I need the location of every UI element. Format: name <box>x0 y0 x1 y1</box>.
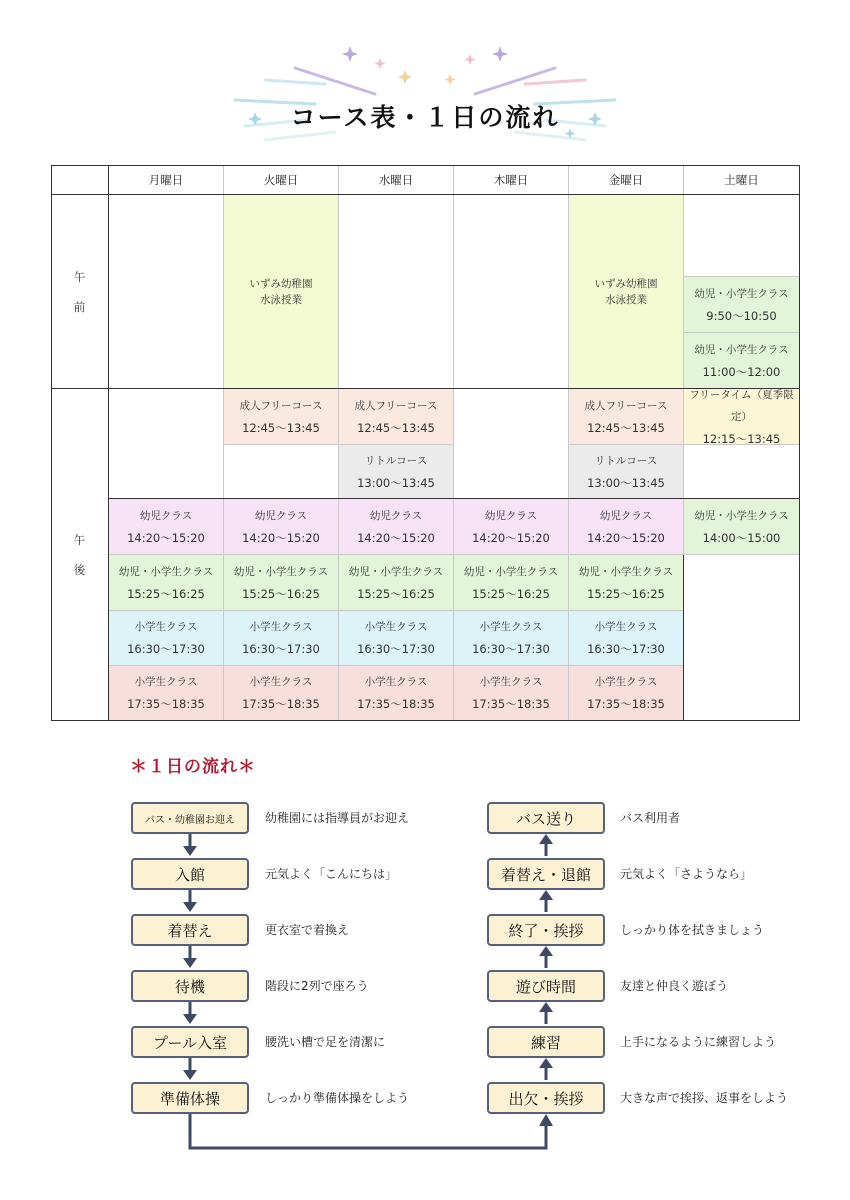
am-sat-class-2-name: 幼児・小学生クラス <box>694 343 789 356</box>
flow-step-enter: 入館 <box>131 858 249 890</box>
flow-step-bus-dropoff: バス送り <box>487 802 605 834</box>
pm-fri-adult-free <box>569 389 684 445</box>
class-name: 幼児クラス <box>139 509 193 522</box>
header-day-wed: 水曜日 <box>339 165 454 195</box>
pm-tue-adult-free-name: 成人フリーコース <box>239 399 323 412</box>
pm-mon-infant <box>109 499 224 555</box>
class-time: 17:35～18:35 <box>357 697 435 711</box>
pm-tue-adult-free <box>224 389 339 445</box>
flow-note-change: 更衣室で着換え <box>265 923 350 937</box>
class-name: 小学生クラス <box>249 621 313 633</box>
pm-fri-little-course <box>569 445 684 499</box>
class-name: 小学生クラス <box>479 621 543 633</box>
header-day-fri: 金曜日 <box>569 165 684 195</box>
class-time: 17:35～18:35 <box>242 697 320 711</box>
pm-sat-free-time: 12:15～13:45 <box>702 431 781 446</box>
am-sat-class-1-time: 9:50～10:50 <box>706 308 777 323</box>
class-name: 幼児クラス <box>369 509 423 522</box>
class-name: 幼児・小学生クラス <box>694 509 789 522</box>
flow-note-change-exit: 元気よく「さようなら」 <box>620 867 753 881</box>
pm-sat-empty <box>684 445 800 499</box>
class-time: 14:20～15:20 <box>587 530 665 545</box>
pm-fri-elementary-2 <box>569 666 684 721</box>
pm-fri-adult-free-name: 成人フリーコース <box>584 399 668 412</box>
pm-thu-elementary-1 <box>454 611 569 666</box>
class-time: 14:00～15:00 <box>702 530 781 545</box>
flow-note-finish-greeting: しっかり体を拭きましょう <box>620 923 765 937</box>
pm-sat-lower-empty <box>684 555 800 721</box>
header-corner <box>51 165 109 195</box>
class-time: 15:25～16:25 <box>127 586 205 601</box>
period-pm-char2: 後 <box>73 562 86 577</box>
class-time: 15:25～16:25 <box>472 586 550 601</box>
class-name: 幼児クラス <box>484 509 538 522</box>
am-sat-class-1 <box>684 277 800 333</box>
pm-wed-elementary-1 <box>339 611 454 666</box>
flow-note-bus-dropoff: バス利用者 <box>620 811 681 825</box>
am-sat-empty <box>684 195 800 277</box>
pm-thu-empty <box>454 389 569 499</box>
pm-wed-mixed <box>339 555 454 611</box>
class-time: 14:20～15:20 <box>357 530 435 545</box>
pm-fri-little-time: 13:00～13:45 <box>587 475 665 490</box>
period-label-pm <box>51 389 109 721</box>
flow-note-attendance: 大きな声で挨拶、返事をしよう <box>620 1091 789 1105</box>
class-time: 14:20～15:20 <box>127 530 205 545</box>
class-name: 小学生クラス <box>364 676 428 688</box>
pm-wed-little-time: 13:00～13:45 <box>357 475 435 490</box>
course-timetable <box>51 165 800 721</box>
class-name: 幼児・小学生クラス <box>233 565 329 578</box>
class-name: 小学生クラス <box>479 676 543 688</box>
class-name: 幼児・小学生クラス <box>118 565 214 578</box>
header-day-mon: 月曜日 <box>109 165 224 195</box>
pm-sat-mixed-class <box>684 499 800 555</box>
flow-step-warmup: 準備体操 <box>131 1082 249 1114</box>
class-time: 16:30～17:30 <box>357 642 435 656</box>
class-name: 小学生クラス <box>249 676 313 688</box>
period-am-char1: 午 <box>73 269 86 284</box>
class-time: 16:30～17:30 <box>242 642 320 656</box>
pm-wed-infant <box>339 499 454 555</box>
class-name: 幼児クラス <box>254 509 308 522</box>
pm-wed-little-name: リトルコース <box>364 454 428 467</box>
period-label-am <box>51 195 109 389</box>
am-sat-class-1-name: 幼児・小学生クラス <box>694 287 789 300</box>
pm-tue-adult-free-time: 12:45～13:45 <box>242 420 320 435</box>
flow-step-bus-pickup: バス・幼稚園お迎え <box>131 802 249 834</box>
class-time: 17:35～18:35 <box>127 697 205 711</box>
am-wed-empty <box>339 195 454 389</box>
class-time: 15:25～16:25 <box>242 586 320 601</box>
am-sat-class-2 <box>684 333 800 389</box>
pm-wed-elementary-2 <box>339 666 454 721</box>
flow-note-pool-entry: 腰洗い槽で足を清潔に <box>265 1035 386 1049</box>
am-fri-line1: いずみ幼稚園 <box>594 277 658 290</box>
header-day-tue: 火曜日 <box>224 165 339 195</box>
pm-sat-free-name: フリータイム（夏季限定） <box>689 388 794 423</box>
header-day-sat: 土曜日 <box>684 165 800 195</box>
pm-wed-adult-free-time: 12:45～13:45 <box>357 420 435 435</box>
pm-fri-elementary-1 <box>569 611 684 666</box>
class-time: 14:20～15:20 <box>242 530 320 545</box>
am-mon-empty <box>109 195 224 389</box>
pm-tue-elementary-2 <box>224 666 339 721</box>
flow-step-practice: 練習 <box>487 1026 605 1058</box>
daily-flow-title: ＊１日の流れ＊ <box>130 757 256 777</box>
flow-step-wait: 待機 <box>131 970 249 1002</box>
pm-fri-infant <box>569 499 684 555</box>
pm-thu-infant <box>454 499 569 555</box>
class-time: 16:30～17:30 <box>472 642 550 656</box>
class-name: 小学生クラス <box>134 621 198 633</box>
class-time: 17:35～18:35 <box>587 697 665 711</box>
class-name: 幼児・小学生クラス <box>348 565 444 578</box>
am-tue-kindergarten-lesson <box>224 195 339 389</box>
pm-mon-elementary-1 <box>109 611 224 666</box>
am-thu-empty <box>454 195 569 389</box>
pm-sat-free-time <box>684 389 800 445</box>
am-tue-line2: 水泳授業 <box>260 293 302 306</box>
pm-thu-elementary-2 <box>454 666 569 721</box>
flow-step-attendance: 出欠・挨拶 <box>487 1082 605 1114</box>
flow-step-play-time: 遊び時間 <box>487 970 605 1002</box>
pm-wed-little-course <box>339 445 454 499</box>
pm-fri-mixed <box>569 555 684 611</box>
class-name: 幼児・小学生クラス <box>578 565 674 578</box>
class-name: 小学生クラス <box>594 621 658 633</box>
class-time: 15:25～16:25 <box>587 586 665 601</box>
class-time: 16:30～17:30 <box>127 642 205 656</box>
class-time: 16:30～17:30 <box>587 642 665 656</box>
class-time: 17:35～18:35 <box>472 697 550 711</box>
am-fri-kindergarten-lesson <box>569 195 684 389</box>
period-pm-char1: 午 <box>73 532 86 547</box>
flow-note-play-time: 友達と仲良く遊ぼう <box>620 979 729 993</box>
pm-wed-adult-free-name: 成人フリーコース <box>354 399 438 412</box>
flow-step-change: 着替え <box>131 914 249 946</box>
class-time: 15:25～16:25 <box>357 586 435 601</box>
pm-tue-empty <box>224 445 339 499</box>
am-tue-line1: いずみ幼稚園 <box>249 277 313 290</box>
class-name: 幼児クラス <box>599 509 653 522</box>
am-sat-class-2-time: 11:00～12:00 <box>702 364 781 379</box>
page-title: コース表・１日の流れ <box>290 103 560 132</box>
class-name: 幼児・小学生クラス <box>463 565 559 578</box>
pm-tue-infant <box>224 499 339 555</box>
flow-step-pool-entry: プール入室 <box>131 1026 249 1058</box>
pm-fri-adult-free-time: 12:45～13:45 <box>587 420 665 435</box>
flow-note-enter: 元気よく「こんにちは」 <box>265 867 398 881</box>
class-name: 小学生クラス <box>134 676 198 688</box>
pm-mon-elementary-2 <box>109 666 224 721</box>
flow-step-change-exit: 着替え・退館 <box>487 858 605 890</box>
pm-tue-mixed <box>224 555 339 611</box>
pm-tue-elementary-1 <box>224 611 339 666</box>
class-name: 小学生クラス <box>594 676 658 688</box>
class-name: 小学生クラス <box>364 621 428 633</box>
flow-note-wait: 階段に2列で座ろう <box>265 979 369 993</box>
pm-thu-mixed <box>454 555 569 611</box>
flow-note-practice: 上手になるように練習しよう <box>620 1035 777 1049</box>
flow-step-finish-greeting: 終了・挨拶 <box>487 914 605 946</box>
pm-fri-little-name: リトルコース <box>594 454 658 467</box>
pm-mon-empty <box>109 389 224 499</box>
flow-note-bus-pickup: 幼稚園には指導員がお迎え <box>265 811 410 825</box>
class-time: 14:20～15:20 <box>472 530 550 545</box>
flow-note-warmup: しっかり準備体操をしよう <box>265 1091 410 1105</box>
period-am-char2: 前 <box>73 299 86 314</box>
header-day-thu: 木曜日 <box>454 165 569 195</box>
pm-mon-mixed <box>109 555 224 611</box>
am-fri-line2: 水泳授業 <box>605 293 647 306</box>
pm-wed-adult-free <box>339 389 454 445</box>
